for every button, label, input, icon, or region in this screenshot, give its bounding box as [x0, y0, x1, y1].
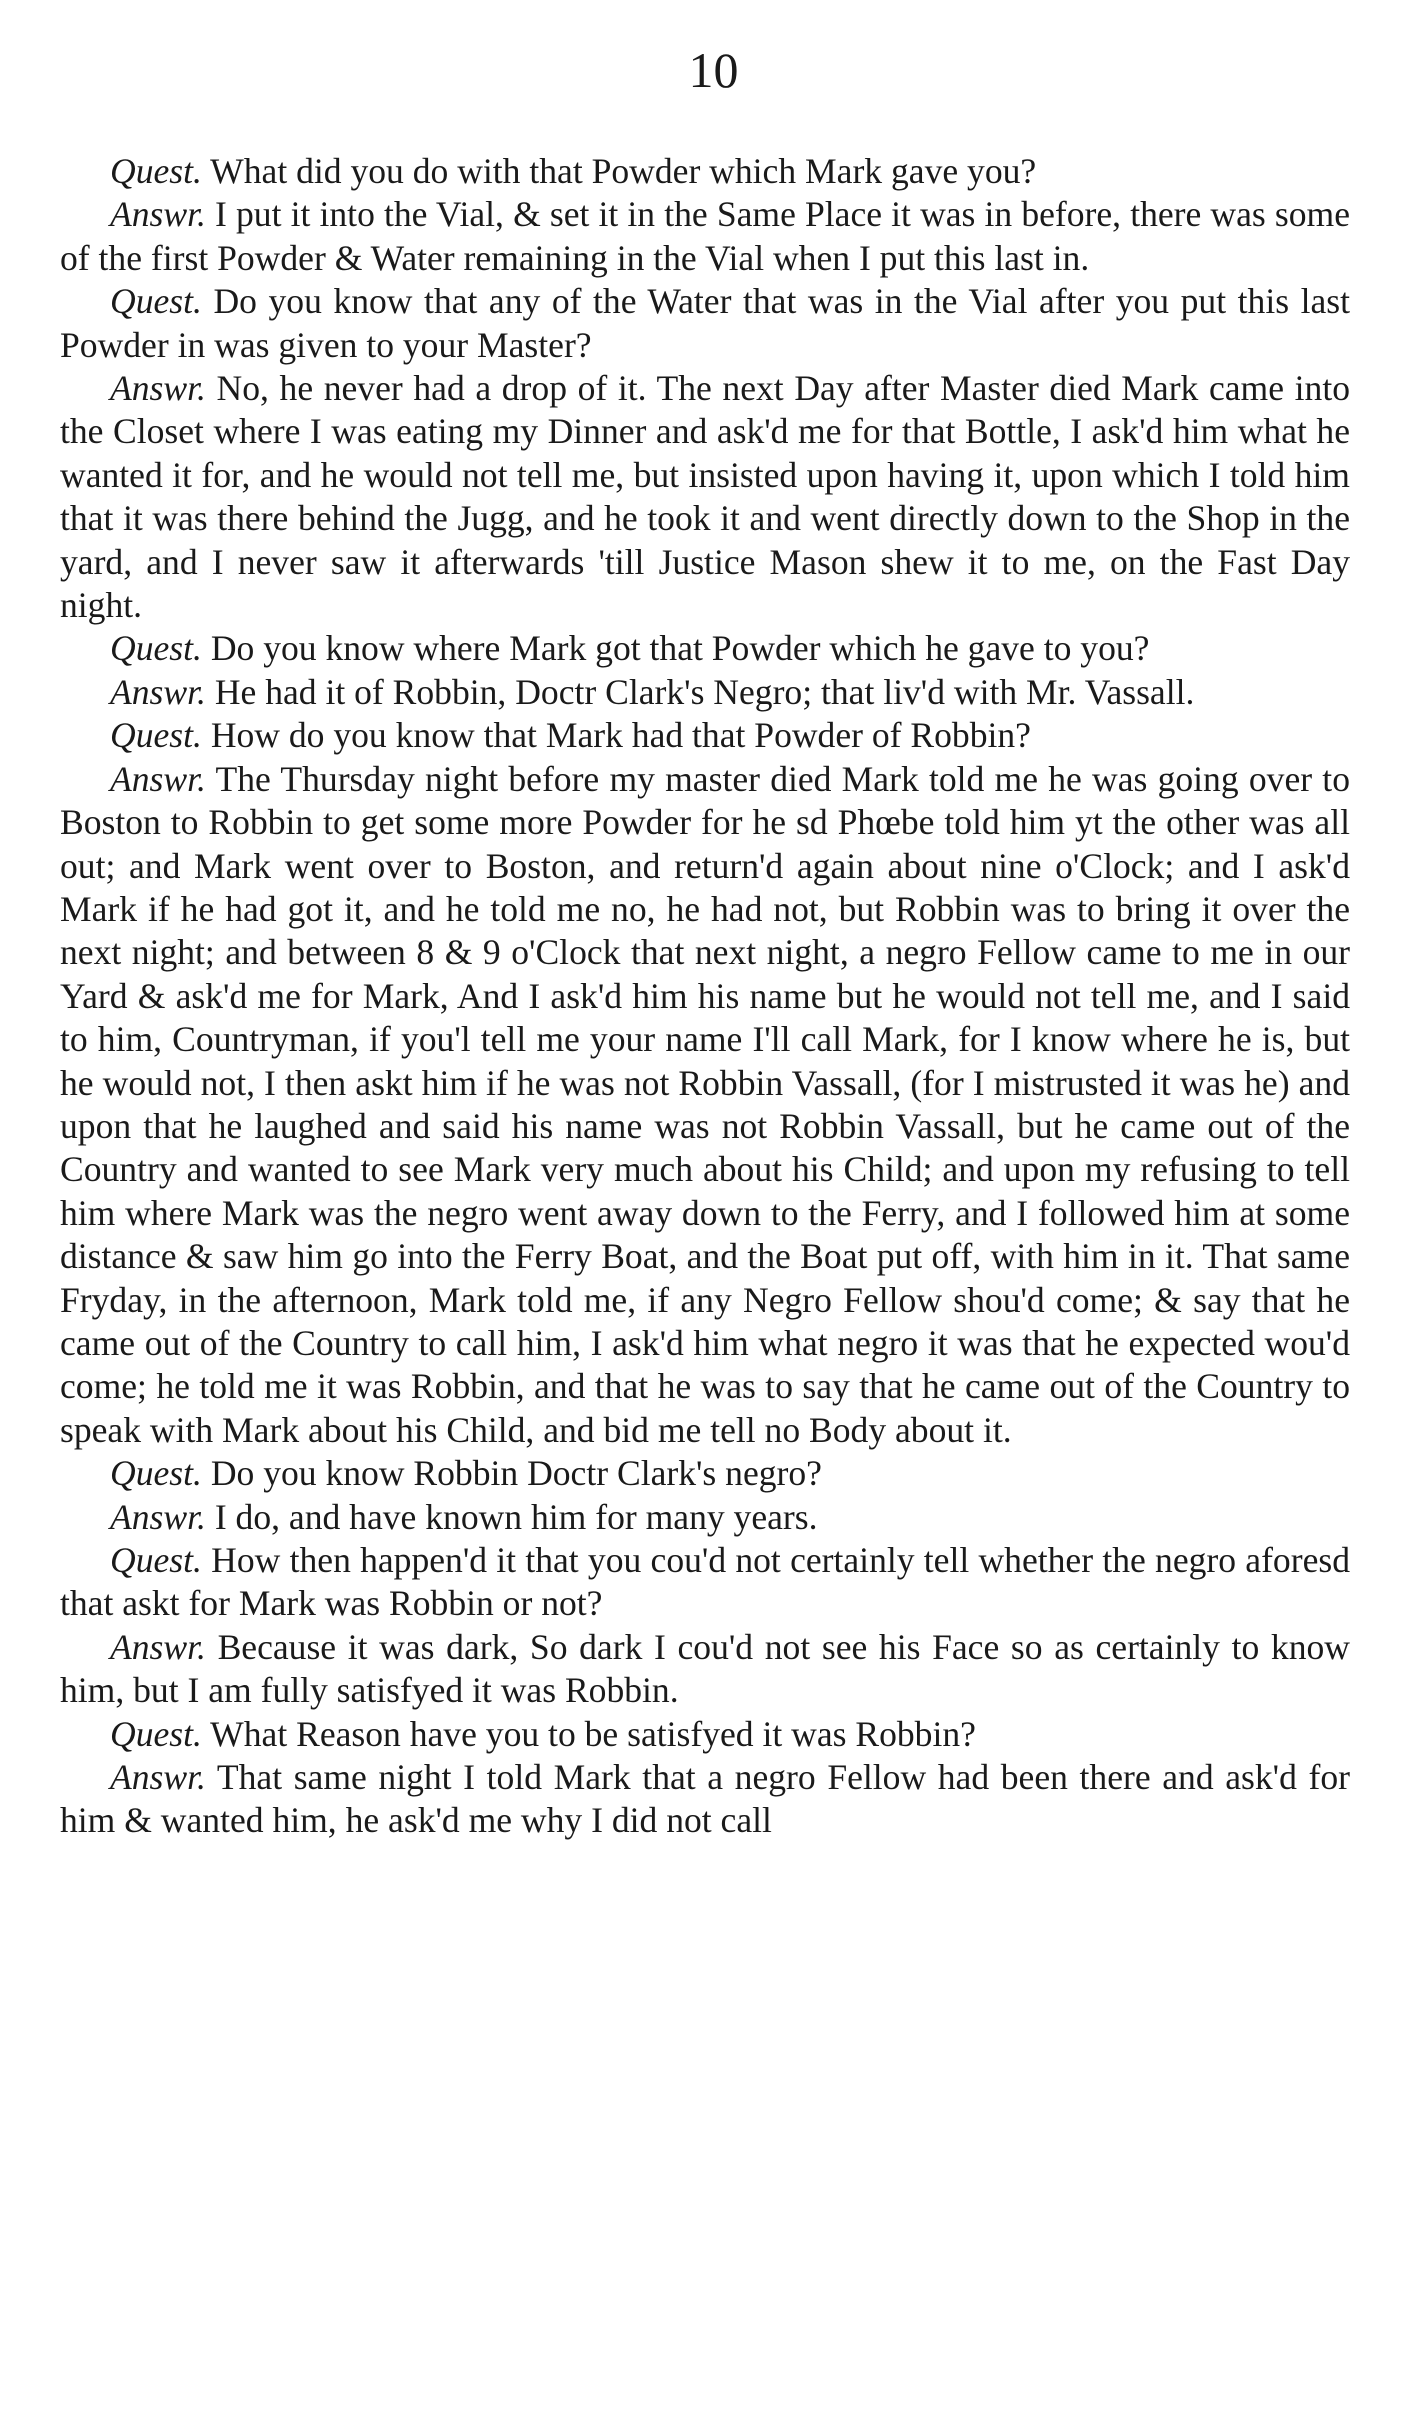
- transcript-paragraph: [60, 1713, 1350, 1756]
- question-label: Quest.: [110, 1540, 202, 1580]
- transcript-paragraph: [60, 1756, 1350, 1843]
- transcript-paragraph: [60, 1496, 1350, 1539]
- paragraph-text: That same night I told Mark that a negro Fellow had been there and ask'd for him & wanted him, he ask'd me why I did not call: [60, 1757, 1350, 1841]
- transcript-paragraph: [60, 627, 1350, 670]
- transcript-paragraph: [60, 1452, 1350, 1495]
- paragraph-text: Do you know that any of the Water that was in the Vial after you put this last Powder in was given to your Master?: [60, 281, 1351, 365]
- paragraph-text: No, he never had a drop of it. The next Day after Master died Mark came into the Closet where I was eating my Dinner and ask'd me for that Bottle, I ask'd him what he wanted it for, and he would not tell me, but insisted upon having it, upon which I told him that it was there behind the Jugg, and he took it and went directly down to the Shop in the yard, and I never saw it afterwards 'till Justice Mason shew it to me, on the Fast Day night.: [60, 368, 1350, 626]
- transcript-paragraph: [60, 1539, 1350, 1626]
- question-label: Quest.: [110, 151, 202, 191]
- answer-label: Answr.: [110, 368, 206, 409]
- answer-label: Answr.: [110, 671, 206, 712]
- paragraph-text: The Thursday night before my master died Mark told me he was going over to Boston to Robbin to get some more Powder for he sd Phœbe told him yt the other was all out; and Mark went over to Boston, and return'd again about nine o'Clock; and I ask'd Mark if he had got it, and he told me no, he had not, but Robbin was to bring it over the next night; and between 8 & 9 o'Clock that next night, a negro Fellow came to me in our Yard & ask'd me for Mark, And I ask'd him his name but he would not tell me, and I said to him, Countryman, if you'l tell me your name I'll call Mark, for I know where he is, but he would not, I then askt him if he was not Robbin Vassall, (for I mistrusted it was he) and upon that he laughed and said his name was not Robbin Vassall, but he came out of the Country and wanted to see Mark very much about his Child; and upon my refusing to tell him where Mark was the negro went away down to the Ferry, and I followed him at some distance & saw him go into the Ferry Boat, and the Boat put off, with him in it. That same Fryday, in the afternoon, Mark told me, if any Negro Fellow shou'd come; & say that he came out of the Country to call him, I ask'd him what negro it was that he expected wou'd come; he told me it was Robbin, and that he was to say that he came out of the Country to speak with Mark about his Child, and bid me tell no Body about it.: [60, 758, 1350, 1450]
- transcript-paragraph: [60, 1626, 1350, 1713]
- page-number: 10: [688, 42, 739, 98]
- question-label: Quest.: [110, 1713, 202, 1754]
- paragraph-text: He had it of Robbin, Doctr Clark's Negro; that liv'd with Mr. Vassall.: [214, 671, 1195, 712]
- paragraph-text: How do you know that Mark had that Powder of Robbin?: [210, 715, 1031, 756]
- transcript-paragraph: [60, 280, 1350, 367]
- transcript-paragraph: [60, 671, 1350, 714]
- paragraph-text: What Reason have you to be satisfyed it was Robbin?: [210, 1713, 976, 1754]
- question-label: Quest.: [110, 1453, 202, 1494]
- paragraph-text: I put it into the Vial, & set it in the Same Place it was in before, there was some of the first Powder & Water remaining in the Vial when I put this last in.: [60, 194, 1350, 278]
- transcript-paragraph: [60, 193, 1350, 280]
- transcript-paragraph: [60, 367, 1350, 627]
- answer-label: Answr.: [110, 1626, 206, 1667]
- paragraph-text: Because it was dark, So dark I cou'd not see his Face so as certainly to know him, but I am fully satisfyed it was Robbin.: [60, 1626, 1350, 1711]
- transcript-paragraph: [60, 758, 1350, 1453]
- paragraph-text: Do you know where Mark got that Powder which he gave to you?: [210, 628, 1150, 669]
- question-label: Quest.: [110, 715, 202, 756]
- question-label: Quest.: [110, 281, 202, 322]
- answer-label: Answr.: [110, 758, 206, 799]
- transcript-paragraph: [60, 714, 1350, 757]
- answer-label: Answr.: [110, 194, 206, 235]
- answer-label: Answr.: [110, 1757, 206, 1798]
- paragraph-text: Do you know Robbin Doctr Clark's negro?: [210, 1453, 822, 1494]
- paragraph-text: How then happen'd it that you cou'd not certainly tell whether the negro aforesd that askt for Mark was Robbin or not?: [60, 1540, 1350, 1624]
- transcript-paragraph: [60, 150, 1350, 193]
- paragraph-text: I do, and have known him for many years.: [214, 1496, 818, 1537]
- answer-label: Answr.: [110, 1496, 206, 1537]
- question-label: Quest.: [110, 628, 202, 669]
- transcript-text: [60, 150, 1350, 1843]
- paragraph-text: What did you do with that Powder which Mark gave you?: [210, 151, 1037, 191]
